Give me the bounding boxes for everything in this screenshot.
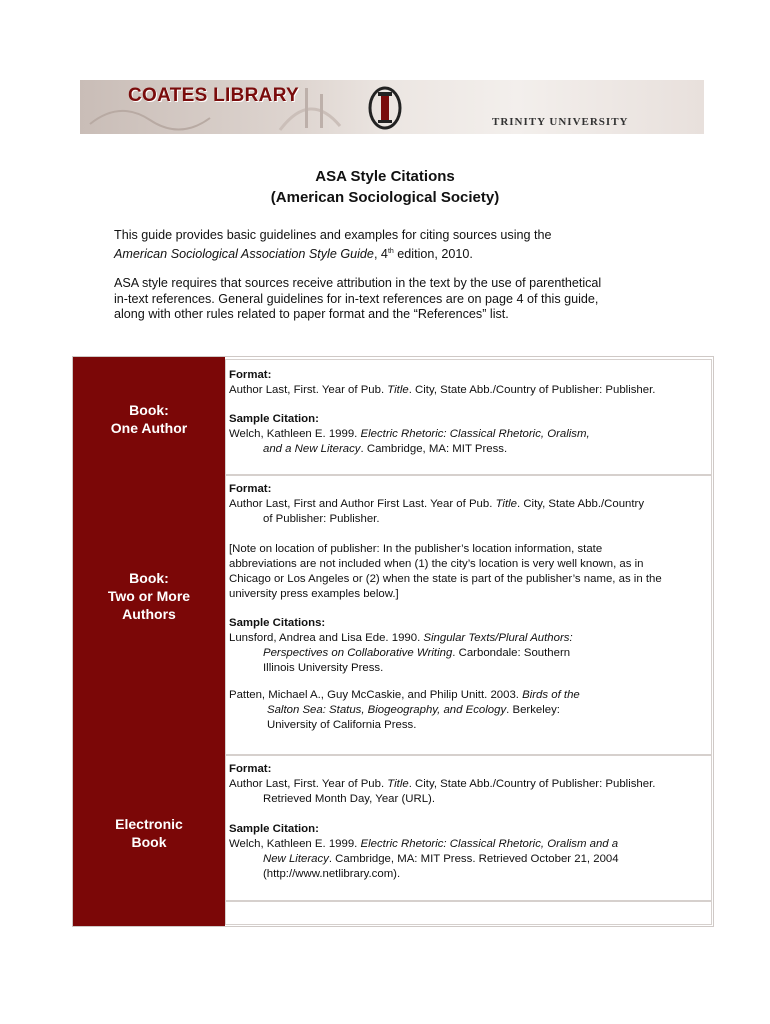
format-block: Format: Author Last, First. Year of Pub. Title. City, State Abb./Country of Publisher: Publisher. bbox=[229, 369, 656, 396]
intro-paragraph-1: This guide provides basic guidelines and examples for citing sources using the American Sociological Association Style Guide, 4th edition, 2010. bbox=[114, 228, 552, 261]
sample-citations-block: Sample Citations: Lunsford, Andrea and Lisa Ede. 1990. Singular Texts/Plural Authors: Perspectives on Collaborative Writing. Carbondale: Southern Illinois University Press. bbox=[229, 617, 573, 674]
format-block: Format: Author Last, First. Year of Pub. Title. City, State Abb./Country of Publisher: Publisher. Retrieved Month Day, Year (URL). bbox=[229, 763, 656, 805]
sample-citation-block: Sample Citation: Welch, Kathleen E. 1999. Electric Rhetoric: Classical Rhetoric, Oralism, and a New Literacy. Cambridge, MA: MIT Press. bbox=[229, 413, 590, 455]
publisher-note: [Note on location of publisher: In the publisher’s location information, state abbreviations are not included when (1) the city’s location is very well known, as in Chicago or Los Angeles or (2) when the state is part of the publisher’s name, as in the university press examples below.] bbox=[229, 543, 662, 600]
cell-empty bbox=[225, 901, 712, 925]
format-block: Format: Author Last, First and Author First Last. Year of Pub. Title. City, State Abb./Country of Publisher: Publisher. bbox=[229, 483, 645, 525]
cell-two-or-more-authors bbox=[225, 475, 712, 755]
university-emblem-icon bbox=[365, 82, 405, 132]
category-label-one-author: Book: One Author bbox=[110, 402, 188, 436]
library-banner bbox=[80, 80, 704, 134]
category-label-electronic-book: Electronic Book bbox=[115, 816, 183, 850]
page-subtitle: (American Sociological Society) bbox=[270, 189, 500, 206]
citation-table bbox=[72, 356, 714, 927]
intro-paragraph-2: ASA style requires that sources receive attribution in the text by the use of parenthetical in-text references. General guidelines for in-text references are on page 4 of this guide, along with other rules related to paper format and the “References” list. bbox=[114, 276, 602, 321]
page-title: ASA Style Citations bbox=[315, 168, 455, 185]
university-name-text: TRINITY UNIVERSITY bbox=[492, 116, 629, 128]
category-label-two-or-more-authors: Book: Two or More Authors bbox=[107, 570, 191, 622]
sample-citation-block: Sample Citation: Welch, Kathleen E. 1999. Electric Rhetoric: Classical Rhetoric, Oralism and a New Literacy. Cambridge, MA: MIT Press. Retrieved October 21, 2004 (http://www.netlibrary.com). bbox=[229, 823, 619, 880]
cell-one-author bbox=[225, 359, 712, 475]
sample-citation-patten: Patten, Michael A., Guy McCaskie, and Philip Unitt. 2003. Birds of the Salton Sea: Status, Biogeography, and Ecology. Berkeley: University of California Press. bbox=[229, 689, 580, 731]
cell-electronic-book bbox=[225, 755, 712, 901]
library-logo-text: COATES LIBRARY bbox=[128, 85, 299, 106]
